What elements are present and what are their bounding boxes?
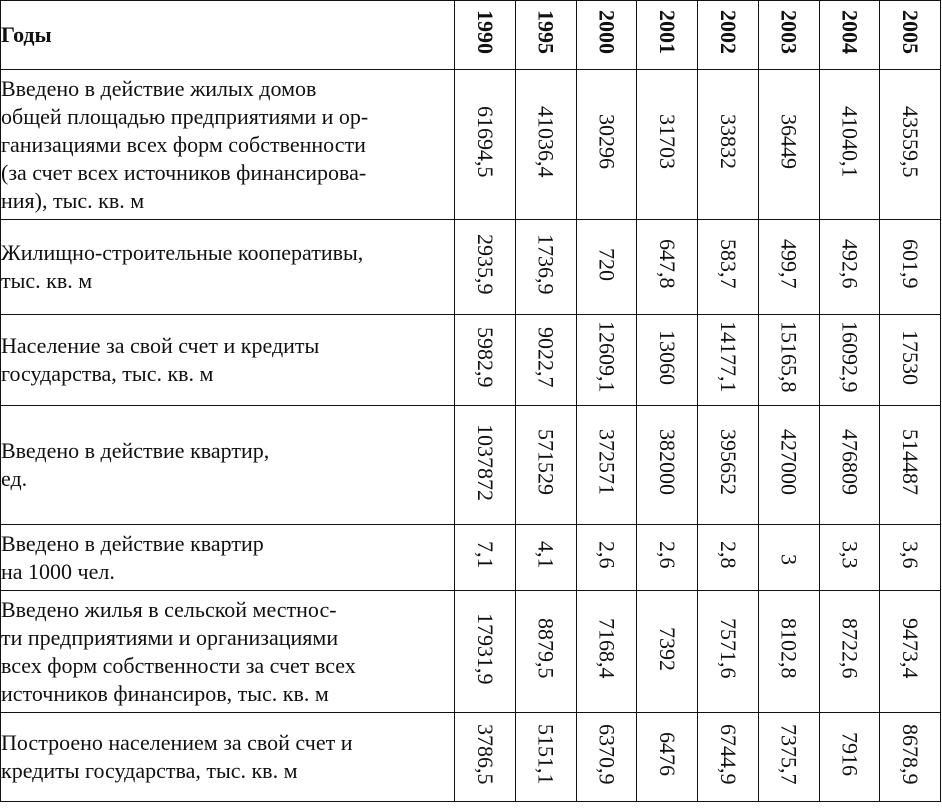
value-cell bbox=[576, 70, 637, 220]
cell-value: 16092,9 bbox=[837, 321, 863, 393]
year-label: 1990 bbox=[472, 10, 498, 54]
year-label: 1995 bbox=[533, 10, 559, 54]
header-row bbox=[1, 1, 941, 70]
cell-value: 8102,8 bbox=[776, 618, 802, 679]
value-cell bbox=[880, 70, 941, 220]
year-header bbox=[515, 1, 576, 70]
value-cell bbox=[455, 406, 516, 525]
row-label bbox=[1, 713, 455, 802]
table-row bbox=[1, 406, 941, 525]
year-header bbox=[637, 1, 698, 70]
cell-value: 3,3 bbox=[837, 540, 863, 569]
cell-value: 61694,5 bbox=[472, 105, 498, 178]
value-cell bbox=[515, 220, 576, 315]
value-cell bbox=[698, 525, 759, 591]
years-header-label: Годы bbox=[1, 1, 455, 70]
cell-value: 7571,6 bbox=[715, 618, 741, 679]
value-cell bbox=[819, 220, 880, 315]
label-line: ти предприятиями и организациями bbox=[1, 624, 339, 650]
value-cell bbox=[455, 315, 516, 406]
cell-value: 8879,5 bbox=[533, 618, 559, 679]
value-cell bbox=[515, 315, 576, 406]
row-label bbox=[1, 406, 455, 525]
label-line: государства, тыс. кв. м bbox=[1, 361, 214, 386]
value-cell bbox=[698, 70, 759, 220]
cell-value: 3786,5 bbox=[472, 723, 498, 785]
value-cell bbox=[880, 406, 941, 525]
label-line: общей площадью предприятиями и ор- bbox=[1, 103, 369, 129]
cell-value: 14177,1 bbox=[715, 321, 741, 393]
value-cell bbox=[637, 591, 698, 713]
label-line: Построено населением за свой счет и bbox=[1, 730, 353, 755]
value-cell bbox=[819, 525, 880, 591]
cell-value: 514487 bbox=[898, 429, 924, 495]
year-label: 2003 bbox=[776, 10, 802, 54]
value-cell bbox=[880, 525, 941, 591]
cell-value: 1037872 bbox=[472, 423, 498, 501]
label-line: Введено жилья в сельской местнос- bbox=[1, 596, 337, 622]
year-header bbox=[698, 1, 759, 70]
value-cell bbox=[576, 406, 637, 525]
value-cell bbox=[758, 315, 819, 406]
table-row bbox=[1, 315, 941, 406]
year-label: 2002 bbox=[715, 10, 741, 54]
value-cell bbox=[758, 406, 819, 525]
year-header bbox=[880, 1, 941, 70]
cell-value: 7392 bbox=[655, 626, 681, 671]
cell-value: 7916 bbox=[837, 732, 863, 776]
row-label bbox=[1, 220, 455, 315]
value-cell bbox=[576, 220, 637, 315]
value-cell bbox=[819, 70, 880, 220]
year-header bbox=[819, 1, 880, 70]
value-cell bbox=[576, 591, 637, 713]
value-cell bbox=[455, 525, 516, 591]
cell-value: 15165,8 bbox=[776, 321, 802, 393]
cell-value: 1736,9 bbox=[533, 233, 559, 295]
cell-value: 647,8 bbox=[655, 239, 681, 289]
cell-value: 41040,1 bbox=[837, 105, 863, 178]
year-label: 2001 bbox=[655, 10, 681, 54]
value-cell bbox=[758, 525, 819, 591]
row-label bbox=[1, 315, 455, 406]
value-cell bbox=[819, 406, 880, 525]
cell-value: 492,6 bbox=[837, 239, 863, 289]
cell-value: 12609,1 bbox=[594, 321, 620, 393]
cell-value: 36449 bbox=[776, 114, 802, 169]
value-cell bbox=[515, 406, 576, 525]
value-cell bbox=[880, 220, 941, 315]
cell-value: 9022,7 bbox=[533, 326, 559, 388]
year-label: 2000 bbox=[594, 10, 620, 54]
cell-value: 17931,9 bbox=[472, 612, 498, 685]
table-row bbox=[1, 220, 941, 315]
year-header bbox=[758, 1, 819, 70]
value-cell bbox=[819, 315, 880, 406]
cell-value: 3 bbox=[776, 553, 802, 565]
cell-value: 2935,9 bbox=[472, 233, 498, 295]
year-header bbox=[455, 1, 516, 70]
cell-value: 8678,9 bbox=[898, 723, 924, 785]
value-cell bbox=[698, 591, 759, 713]
cell-value: 601,9 bbox=[898, 239, 924, 289]
value-cell bbox=[637, 525, 698, 591]
value-cell bbox=[515, 525, 576, 591]
cell-value: 372571 bbox=[594, 429, 620, 495]
value-cell bbox=[637, 713, 698, 802]
label-line: тыс. кв. м bbox=[1, 268, 93, 293]
value-cell bbox=[455, 70, 516, 220]
value-cell bbox=[515, 70, 576, 220]
label-line: ед. bbox=[1, 466, 28, 491]
cell-value: 7,1 bbox=[472, 540, 498, 569]
cell-value: 9473,4 bbox=[898, 618, 924, 679]
cell-value: 31703 bbox=[655, 114, 681, 169]
cell-value: 571529 bbox=[533, 429, 559, 495]
value-cell bbox=[455, 713, 516, 802]
value-cell bbox=[698, 315, 759, 406]
row-label bbox=[1, 525, 455, 591]
cell-value: 382000 bbox=[655, 429, 681, 495]
cell-value: 33832 bbox=[715, 114, 741, 169]
label-line: Введено в действие квартир, bbox=[1, 438, 270, 463]
value-cell bbox=[880, 591, 941, 713]
value-cell bbox=[698, 713, 759, 802]
value-cell bbox=[576, 713, 637, 802]
year-header bbox=[576, 1, 637, 70]
label-line: Жилищно-строительные кооперативы, bbox=[1, 240, 364, 265]
cell-value: 427000 bbox=[776, 429, 802, 495]
value-cell bbox=[698, 220, 759, 315]
cell-value: 2,8 bbox=[715, 540, 741, 569]
label-line: ния), тыс. кв. м bbox=[1, 187, 145, 213]
cell-value: 3,6 bbox=[898, 540, 924, 569]
cell-value: 476809 bbox=[837, 429, 863, 495]
cell-value: 583,7 bbox=[715, 239, 741, 289]
cell-value: 13060 bbox=[655, 329, 681, 385]
label-line: Введено в действие жилых домов bbox=[1, 75, 317, 101]
value-cell bbox=[698, 406, 759, 525]
value-cell bbox=[758, 713, 819, 802]
cell-value: 8722,6 bbox=[837, 618, 863, 679]
cell-value: 4,1 bbox=[533, 540, 559, 569]
cell-value: 6744,9 bbox=[715, 723, 741, 785]
label-line: Население за свой счет и кредиты bbox=[1, 333, 320, 358]
value-cell bbox=[758, 220, 819, 315]
value-cell bbox=[515, 591, 576, 713]
label-line: на 1000 чел. bbox=[1, 558, 115, 584]
cell-value: 30296 bbox=[594, 114, 620, 169]
value-cell bbox=[637, 315, 698, 406]
value-cell bbox=[576, 525, 637, 591]
label-line: Введено в действие квартир bbox=[1, 530, 264, 556]
value-cell bbox=[880, 315, 941, 406]
table-row bbox=[1, 70, 941, 220]
value-cell bbox=[819, 713, 880, 802]
label-line: всех форм собственности за счет всех bbox=[1, 652, 356, 678]
cell-value: 6370,9 bbox=[594, 723, 620, 785]
value-cell bbox=[819, 591, 880, 713]
cell-value: 2,6 bbox=[655, 540, 681, 569]
value-cell bbox=[880, 713, 941, 802]
label-line: (за счет всех источников финансирова- bbox=[1, 159, 367, 185]
value-cell bbox=[515, 713, 576, 802]
cell-value: 2,6 bbox=[594, 540, 620, 569]
cell-value: 7375,7 bbox=[776, 723, 802, 785]
table-row bbox=[1, 591, 941, 713]
row-label bbox=[1, 591, 455, 713]
value-cell bbox=[758, 591, 819, 713]
value-cell bbox=[637, 70, 698, 220]
value-cell bbox=[455, 220, 516, 315]
value-cell bbox=[637, 220, 698, 315]
value-cell bbox=[576, 315, 637, 406]
label-line: источников финансиров, тыс. кв. м bbox=[1, 680, 329, 706]
cell-value: 720 bbox=[594, 247, 620, 281]
table-row bbox=[1, 525, 941, 591]
cell-value: 5151,1 bbox=[533, 723, 559, 785]
cell-value: 17530 bbox=[898, 329, 924, 385]
cell-value: 43559,5 bbox=[898, 105, 924, 178]
cell-value: 499,7 bbox=[776, 239, 802, 289]
label-line: кредиты государства, тыс. кв. м bbox=[1, 758, 298, 783]
value-cell bbox=[758, 70, 819, 220]
table-row bbox=[1, 713, 941, 802]
year-label: 2004 bbox=[837, 10, 863, 54]
cell-value: 5982,9 bbox=[472, 326, 498, 388]
label-line: ганизациями всех форм собственности bbox=[1, 131, 366, 157]
cell-value: 395652 bbox=[715, 429, 741, 495]
cell-value: 41036,4 bbox=[533, 105, 559, 178]
cell-value: 6476 bbox=[655, 732, 681, 776]
value-cell bbox=[637, 406, 698, 525]
year-label: 2005 bbox=[898, 10, 924, 54]
row-label bbox=[1, 70, 455, 220]
value-cell bbox=[455, 591, 516, 713]
cell-value: 7168,4 bbox=[594, 618, 620, 679]
